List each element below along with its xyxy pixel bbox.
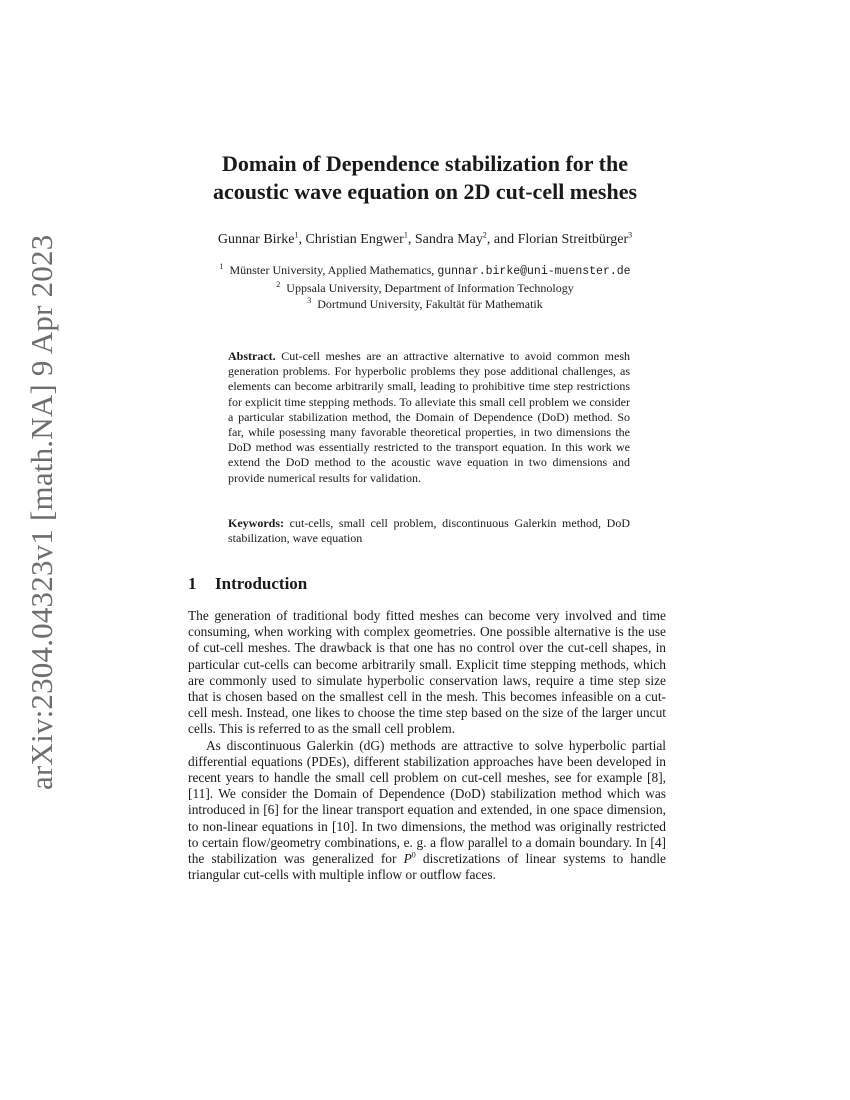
abstract-text: Cut-cell meshes are an attractive alternative to avoid common mesh generation problems. For hyperbolic problems they pose additional challenges, as elements can become arbitrarily small, leading to prohibitive time step restrictions for explicit time stepping methods. To alleviate this small cell problem we consider a particular stabilization method, the Domain of Dependence (DoD) method. So far, while posessing many favorable theoretical properties, in two dimensions the DoD method was essentially restricted to the transport equation. In this work we extend the DoD method to the acoustic wave equation in two dimensions and provide numerical results for validation. — [228, 349, 631, 485]
keywords-label: Keywords: — [228, 516, 284, 530]
keywords-text: cut-cells, small cell problem, discontinuous Galerkin method, DoD stabilization, wave equation — [228, 516, 631, 546]
math-superscript: 0 — [411, 850, 416, 860]
paper-title — [150, 150, 700, 206]
author-separator: , — [407, 232, 415, 247]
paragraph — [188, 738, 666, 884]
author-name: Sandra May — [414, 232, 483, 247]
affiliation-mark: 1 — [219, 262, 224, 271]
affiliation-mark: 3 — [307, 296, 312, 305]
affiliation-item — [150, 280, 700, 296]
author-name: Christian Engwer — [305, 232, 404, 247]
author-affil-mark: 1 — [294, 230, 299, 240]
paragraph-text: discretizations of linear systems to handle triangular cut-cells with multiple inflow or outflow faces. — [188, 851, 666, 883]
title-line-2: acoustic wave equation on 2D cut-cell meshes — [212, 179, 638, 204]
title-line-1: Domain of Dependence stabilization for the — [222, 151, 628, 176]
author-affil-mark: 3 — [628, 230, 633, 240]
section-title: Introduction — [215, 574, 308, 593]
math-symbol: P — [403, 851, 412, 867]
abstract-label: Abstract. — [228, 349, 276, 363]
author-name: Florian Streitbürger — [517, 232, 629, 247]
affiliation-item — [150, 296, 700, 312]
affiliation-text: Münster University, Applied Mathematics, — [229, 263, 438, 277]
affiliation-item — [150, 262, 700, 280]
author-email-link[interactable]: gunnar.birke@uni-muenster.de — [437, 265, 631, 278]
author-affil-mark: 1 — [403, 230, 408, 240]
section-body — [188, 608, 666, 883]
author-list — [150, 232, 700, 248]
paragraph-text: As discontinuous Galerkin (dG) methods are attractive to solve hyperbolic partial differential equations (PDEs), different stabilization approaches have been developed in recent years to handle the small cell problem on cut-cell meshes, see for example [8], [11]. We consider the Domain of Dependence (DoD) stabilization method which was introduced in [6] for the linear transport equation and extended, in one space dimension, to non-linear equations in [10]. In two dimensions, the method was originally restricted to certain flow/geometry combinations, e. g. a flow parallel to a domain boundary. In [4] the stabilization was generalized for — [188, 737, 666, 867]
author-name: Gunnar Birke — [217, 232, 295, 247]
affiliation-text: Uppsala University, Department of Information Technology — [286, 281, 574, 295]
keywords — [228, 516, 630, 546]
author-separator: , and — [486, 232, 518, 247]
paragraph: The generation of traditional body fitted meshes can become very involved and time consuming, when working with complex geometries. One possible alternative is the use of cut-cell meshes. The drawback is that one has no control over the cut-cell shapes, in particular cut-cells can become arbitrarily small. Explicit time stepping methods, which are commonly used to simulate hyperbolic conservation laws, require a time step size that is chosen based on the smallest cell in the mesh. This becomes infeasible on a cut-cell mesh. Instead, one likes to choose the time step based on the size of the larger uncut cells. This is referred to as the small cell problem. — [188, 608, 666, 737]
author-affil-mark: 2 — [482, 230, 487, 240]
abstract — [228, 349, 630, 486]
section-heading — [188, 574, 307, 594]
affiliation-mark: 2 — [276, 280, 281, 289]
affiliation-text: Dortmund University, Fakultät für Mathematik — [317, 297, 543, 311]
arxiv-sidebar-stamp: arXiv:2304.04323v1 [math.NA] 9 Apr 2023 — [24, 234, 59, 790]
author-separator: , — [298, 232, 306, 247]
affiliation-list — [150, 262, 700, 312]
section-number: 1 — [188, 574, 197, 593]
